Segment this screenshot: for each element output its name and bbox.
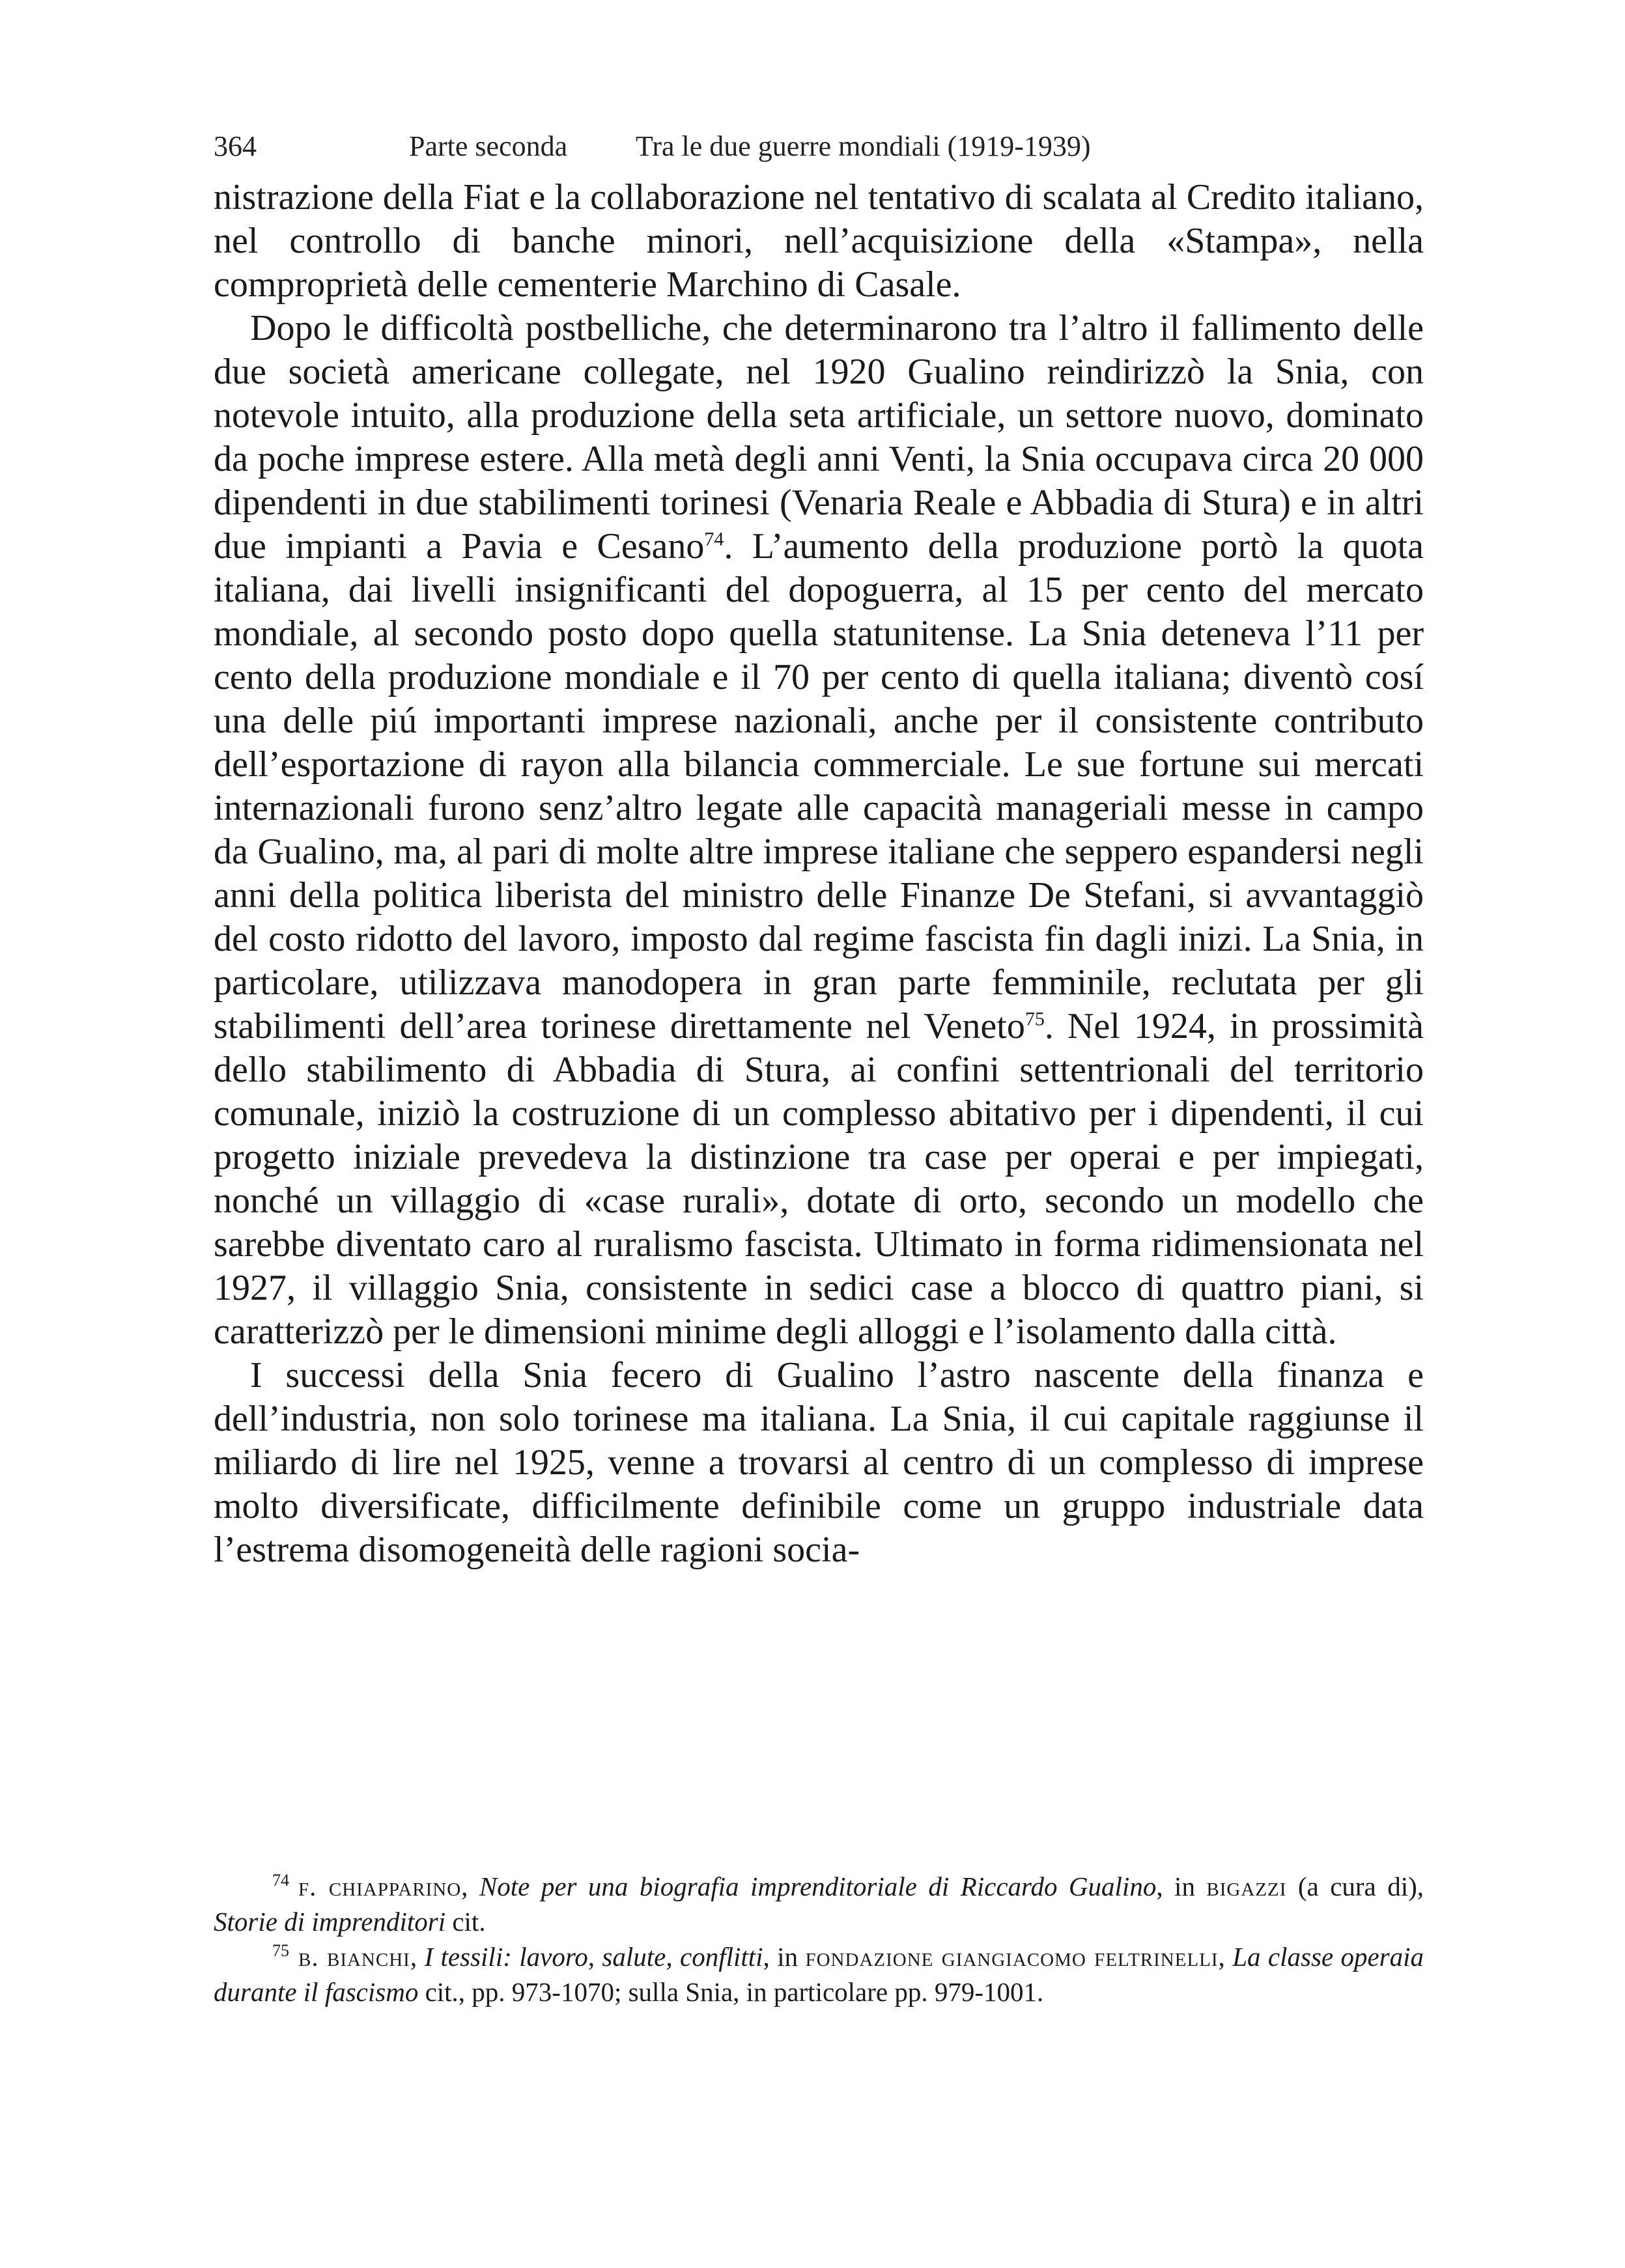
footnote-book: Storie di imprenditori <box>214 1907 446 1937</box>
paragraph-text: . L’aumento della produzione portò la quota italiana, dai livelli insignificanti del dopoguerra, al 15 per cento del mercato mondiale, al secondo posto dopo quella statunitense. La Snia deteneva l’11 per cento della produzione mondiale e il 70 per cento di quella italiana; diventò cosí una delle piú importanti imprese nazionali, anche per il consistente contributo dell’esportazione di rayon alla bilancia commerciale. Le sue fortune sui mercati internazionali furono senz’altro legate alle capacità manageriali messe in campo da Gualino, ma, al pari di molte altre imprese italiane che seppero espandersi negli anni della politica liberista del ministro delle Finanze De Stefani, si avvantaggiò del costo ridotto del lavoro, imposto dal regime fascista fin dagli inizi. La Snia, in particolare, utilizzava manodopera in gran parte femminile, reclutata per gli stabilimenti dell’area torinese direttamente nel Veneto <box>214 526 1424 1046</box>
paragraph-text: Dopo le difficoltà postbelliche, che determinarono tra l’altro il fallimento delle due società americane collegate, nel 1920 Gualino reindirizzò la Snia, con notevole intuito, alla produzione della seta artificiale, un settore nuovo, dominato da poche imprese estere. Alla metà degli anni Venti, la Snia occupava circa 20 000 dipendenti in due stabilimenti torinesi (Venaria Reale e Abbadia di Stura) e in altri due impianti a Pavia e Cesano <box>214 308 1424 567</box>
footnote-number: 75 <box>272 1941 289 1961</box>
footnote-ref: 74 <box>704 528 724 550</box>
footnote <box>214 1939 1424 2009</box>
footnote-author: f. chiapparino <box>298 1871 462 1901</box>
footnote-separator: , <box>1218 1942 1233 1972</box>
book-page <box>214 124 1424 1572</box>
footnote-ref: 75 <box>1024 1008 1045 1030</box>
running-head <box>214 124 1424 169</box>
footnote <box>214 1869 1424 1939</box>
footnote-tail: cit. <box>445 1907 486 1937</box>
footnote-separator: , in <box>1156 1871 1207 1901</box>
footnote-tail: cit., pp. 973-1070; sulla Snia, in particolare pp. 979-1001. <box>418 1977 1044 2007</box>
paragraph <box>214 307 1424 1354</box>
section-title: Tra le due guerre mondiali (1919-1939) <box>636 130 1091 162</box>
body-text <box>214 176 1424 1572</box>
part-title: Parte seconda <box>409 130 568 162</box>
footnote-author: b. bianchi <box>298 1942 410 1972</box>
footnote-separator: , in <box>763 1942 806 1972</box>
page-number: 364 <box>214 130 257 162</box>
footnote-number: 74 <box>272 1871 289 1890</box>
footnote-separator: (a cura di), <box>1286 1871 1424 1901</box>
footnote-title: Note per una biografia imprenditoriale di Riccardo Gualino <box>479 1871 1157 1901</box>
footnote-book: La classe operaia durante il fascismo <box>214 1942 1424 2007</box>
paragraph: I successi della Snia fecero di Gualino l’astro nascente della finanza e dell’industria, non solo torinese ma italiana. La Snia, il cui capitale raggiunse il miliardo di lire nel 1925, venne a trovarsi al centro di un complesso di imprese molto diversificate, difficilmente definibile come un gruppo industriale data l’estrema disomogeneità delle ragioni socia- <box>214 1355 1424 1570</box>
paragraph-text: . Nel 1924, in prossimità dello stabilimento di Abbadia di Stura, ai confini settentrionali del territorio comunale, iniziò la costruzione di un complesso abitativo per i dipendenti, il cui progetto iniziale prevedeva la distinzione tra case per operai e per impiegati, nonché un villaggio di «case rurali», dotate di orto, secondo un modello che sarebbe diventato caro al ruralismo fascista. Ultimato in forma ridimensionata nel 1927, il villaggio Snia, consistente in sedici case a blocco di quattro piani, si caratterizzò per le dimensioni minime degli alloggi e l’isolamento dalla città. <box>214 1006 1424 1352</box>
footnote-separator: , <box>410 1942 425 1972</box>
footnote-editor: bigazzi <box>1206 1871 1287 1901</box>
footnote-title: I tessili: lavoro, salute, conflitti <box>424 1942 763 1972</box>
footnote-separator: , <box>461 1871 479 1901</box>
footnote-editor: fondazione giangiacomo feltrinelli <box>805 1942 1219 1972</box>
footnotes <box>214 1869 1424 2009</box>
paragraph: nistrazione della Fiat e la collaborazione nel tentativo di scalata al Credito italiano, nel controllo di banche minori, nell’acquisizione della «Stampa», nella comproprietà delle cementerie Marchino di Casale. <box>214 177 1424 305</box>
